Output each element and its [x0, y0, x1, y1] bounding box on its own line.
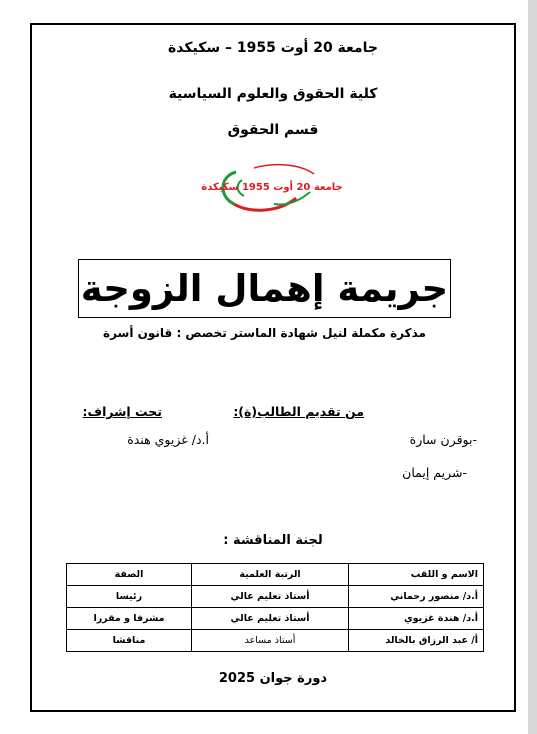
logo-text: جامعة 20 أوت 1955 سكيكدة [201, 182, 343, 193]
committee-table [66, 563, 484, 652]
supervisor-label-block [83, 404, 162, 419]
students-label: من تقديم الطالب(ة): [233, 404, 364, 419]
thesis-title: جريمة إهمال الزوجة [80, 267, 449, 310]
table-row [67, 608, 484, 630]
department-name: قسم الحقوق [227, 122, 319, 138]
member-rank: أستاذ تعليم عالي [192, 608, 349, 630]
member-role: مشرفا و مقررا [67, 608, 192, 630]
member-rank: أستاذ تعليم عالي [192, 586, 349, 608]
member-name: أ.د/ منصور رحماني [349, 586, 484, 608]
table-header-row [67, 564, 484, 586]
thesis-subtitle: مذكرة مكملة لنيل شهادة الماستر تخصص : قانون أسرة [102, 326, 426, 340]
member-name: أ.د/ هندة غزيوي [349, 608, 484, 630]
column-header: الرتبة العلمية [192, 564, 349, 586]
students-label-block [233, 404, 364, 419]
supervisor-label: تحت إشراف: [82, 404, 162, 419]
column-header: الصفة [67, 564, 192, 586]
table-row [67, 586, 484, 608]
committee-title: لجنة المناقشة : [223, 533, 323, 548]
session-date: دورة جوان 2025 [218, 671, 328, 686]
thesis-title-box [78, 259, 451, 318]
table-row [67, 630, 484, 652]
supervisor-name: أ.د/ غزيوي هندة [127, 432, 209, 447]
column-header: الاسم و اللقب [349, 564, 484, 586]
university-logo [201, 160, 343, 216]
page-edge-shadow [528, 0, 537, 734]
member-role: مناقشا [67, 630, 192, 652]
student-name: -شريم إيمان [402, 465, 467, 480]
university-name: جامعة 20 أوت 1955 – سكيكدة [168, 40, 378, 56]
student-name: -بوقرن سارة [409, 432, 477, 447]
member-rank: أستاذ مساعد [192, 630, 349, 652]
faculty-name: كلية الحقوق والعلوم السياسية [168, 86, 378, 102]
member-role: رئيسا [67, 586, 192, 608]
member-name: أ/ عبد الرزاق بالخالد [349, 630, 484, 652]
